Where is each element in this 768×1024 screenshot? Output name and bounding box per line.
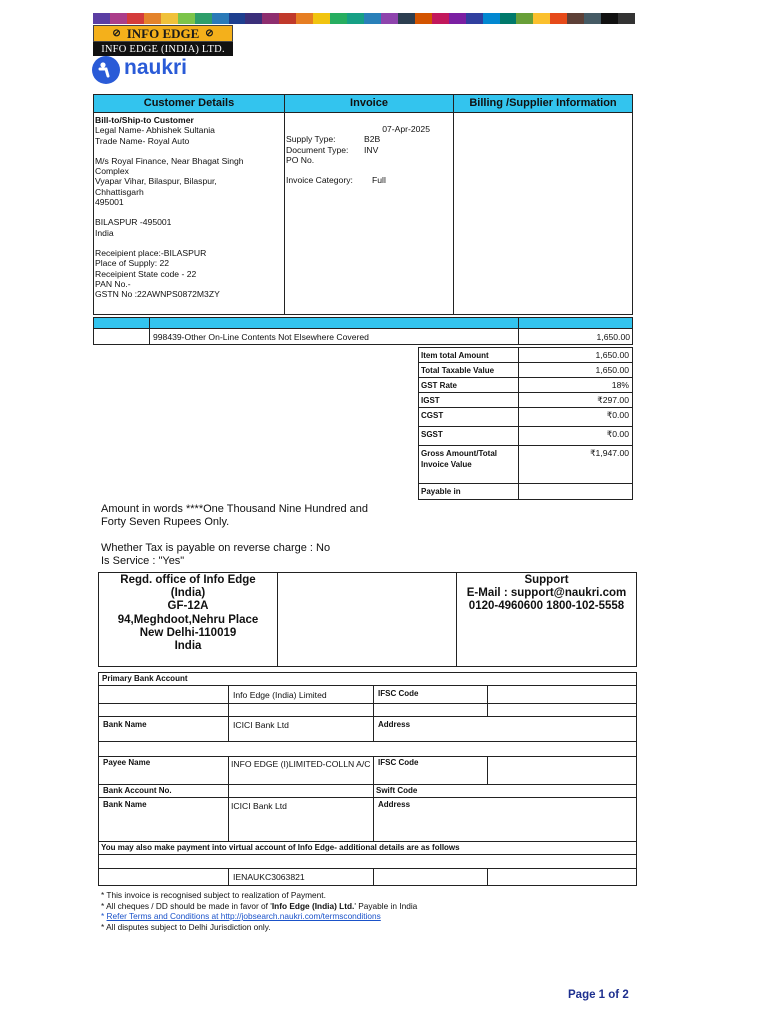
totals-label: SGST: [419, 427, 519, 445]
logo-mark-icon: ⊘: [112, 28, 121, 39]
invoice-category-row: [286, 175, 452, 185]
line-item-description: 998439-Other On-Line Contents Not Elsewhere Covered: [149, 328, 519, 345]
recipient-state-code: Receipient State code - 22: [95, 268, 197, 279]
support-email[interactable]: E-Mail : support@naukri.com: [466, 587, 627, 600]
color-swatch: [550, 13, 567, 24]
customer-details-header: Customer Details: [93, 94, 285, 113]
color-swatch: [110, 13, 127, 24]
logo-mark-icon: ⊘: [205, 28, 214, 39]
totals-label: Total Taxable Value: [419, 363, 519, 377]
color-swatch: [347, 13, 364, 24]
supply-type-row: [286, 134, 452, 144]
totals-value: 1,650.00: [595, 365, 629, 375]
blank-cell: [277, 572, 457, 667]
support-title: Support: [524, 574, 569, 586]
bank-rule: [98, 685, 637, 686]
totals-value: ₹1,947.00: [590, 448, 629, 458]
note-line: [101, 901, 621, 912]
totals-value: ₹0.00: [606, 429, 629, 439]
virtual-account-note: You may also make payment into virtual account of Info Edge- additional details are as follows: [101, 843, 460, 852]
totals-label: CGST: [419, 408, 519, 426]
support-info: [457, 574, 636, 614]
amount-words-line: Amount in words ****One Thousand Nine Hundred and: [101, 503, 369, 515]
totals-row: [418, 426, 633, 445]
account-number-label: Bank Account No.: [103, 786, 172, 795]
color-swatch: [212, 13, 229, 24]
bank-name: ICICI Bank Ltd: [231, 801, 287, 811]
totals-row: [418, 362, 633, 377]
bank-rule: [373, 868, 374, 886]
country-line: India: [95, 227, 114, 238]
totals-row: [418, 377, 633, 392]
bank-rule: [98, 716, 637, 717]
color-swatch: [313, 13, 330, 24]
payee-name: INFO EDGE (I)LIMITED-COLLN A/C: [231, 759, 371, 769]
totals-value: ₹0.00: [606, 410, 629, 420]
color-swatch: [618, 13, 635, 24]
color-swatch: [584, 13, 601, 24]
color-swatch: [398, 13, 415, 24]
color-swatch: [432, 13, 449, 24]
naukri-logo-icon: [92, 56, 120, 84]
bank-rule: [98, 868, 637, 869]
supply-type-label: Supply Type:: [286, 134, 336, 145]
totals-row: [418, 445, 633, 483]
logo-title: INFO EDGE: [126, 25, 200, 41]
bank-rule: [373, 756, 374, 841]
address-line: Complex: [95, 166, 129, 177]
office-line: (India): [170, 587, 206, 600]
color-swatch: [161, 13, 178, 24]
totals-label: Item total Amount: [419, 348, 519, 362]
amount-words-line: Forty Seven Rupees Only.: [101, 516, 230, 528]
color-swatch: [229, 13, 246, 24]
legal-name: Legal Name- Abhishek Sultania: [95, 125, 215, 136]
address-line: Chhattisgarh: [95, 186, 144, 197]
note-line: * This invoice is recognised subject to realization of Payment.: [101, 890, 326, 900]
line-item-cell: [93, 328, 150, 345]
info-edge-logo: [93, 25, 233, 42]
totals-row: [418, 407, 633, 426]
color-swatch: [330, 13, 347, 24]
color-swatch: [449, 13, 466, 24]
supply-type-value: B2B: [364, 134, 381, 145]
office-line: Regd. office of Info Edge: [120, 574, 256, 586]
totals-value: 1,650.00: [595, 350, 629, 360]
document-type-row: [286, 145, 452, 155]
bank-rule: [373, 685, 374, 741]
payee-label: Payee Name: [103, 758, 151, 767]
naukri-logo-text: naukri: [124, 56, 188, 79]
ifsc-label: IFSC Code: [378, 758, 419, 767]
virtual-account-number: IENAUKC3063821: [233, 872, 305, 882]
bank-rule: [98, 741, 637, 742]
invoice-category-label: Invoice Category:: [286, 175, 353, 186]
color-swatch: [364, 13, 381, 24]
totals-table: [418, 347, 633, 500]
office-line: New Delhi-110019: [139, 626, 237, 639]
bank-rule: [487, 868, 488, 886]
bank-rule: [228, 685, 229, 741]
invoice-details: [286, 124, 452, 185]
color-strip: [93, 13, 635, 24]
billing-header: Billing /Supplier Information: [453, 94, 633, 113]
page-number: Page 1 of 2: [568, 989, 629, 1001]
account-name: Info Edge (India) Limited: [233, 690, 327, 700]
address-line: Vyapar Vihar, Bilaspur, Bilaspur,: [95, 176, 217, 187]
reverse-charge: Whether Tax is payable on reverse charge : No: [101, 542, 331, 554]
bank-rule: [98, 841, 637, 842]
totals-label: IGST: [419, 393, 519, 407]
color-swatch: [262, 13, 279, 24]
note-line: [101, 911, 621, 922]
pan-number: PAN No.-: [95, 278, 131, 289]
bank-rule: [228, 756, 229, 841]
color-swatch: [500, 13, 517, 24]
info-edge-subtitle: INFO EDGE (INDIA) LTD.: [93, 42, 233, 56]
bank-name-label: Bank Name: [103, 720, 147, 729]
notes: [101, 890, 621, 932]
color-swatch: [381, 13, 398, 24]
bank-rule: [98, 756, 637, 757]
bank-rule: [98, 703, 637, 704]
document-type-label: Document Type:: [286, 144, 349, 155]
document-type-value: INV: [364, 144, 379, 155]
address-line: M/s Royal Finance, Near Bhagat Singh: [95, 155, 244, 166]
color-swatch: [93, 13, 110, 24]
address-label: Address: [378, 800, 411, 809]
color-swatch: [533, 13, 550, 24]
color-swatch: [296, 13, 313, 24]
totals-row: [418, 392, 633, 407]
customer-details: [95, 115, 283, 299]
place-of-supply: Place of Supply: 22: [95, 258, 170, 269]
po-number: PO No.: [286, 154, 315, 165]
bank-name: ICICI Bank Ltd: [233, 720, 289, 730]
invoice-header: Invoice: [284, 94, 454, 113]
color-swatch: [516, 13, 533, 24]
totals-value: ₹297.00: [597, 395, 629, 405]
note-emphasis: Info Edge (India) Ltd.: [271, 900, 355, 911]
primary-bank-label: Primary Bank Account: [102, 674, 188, 683]
gstn-number: GSTN No :22AWNPS0872M3ZY: [95, 289, 220, 300]
line-item-amount: 1,650.00: [518, 328, 633, 345]
totals-label: GST Rate: [419, 378, 519, 392]
color-swatch: [178, 13, 195, 24]
color-swatch: [415, 13, 432, 24]
bank-name-label: Bank Name: [103, 800, 147, 809]
bank-rule: [98, 797, 637, 798]
recipient-place: Receipient place:-BILASPUR: [95, 247, 207, 258]
note-text: * All cheques / DD should be made in favor of ': [101, 900, 272, 911]
bank-rule: [228, 868, 229, 886]
ifsc-label: IFSC Code: [378, 689, 419, 698]
color-swatch: [245, 13, 262, 24]
is-service: Is Service : "Yes": [101, 555, 185, 567]
city-line: BILASPUR -495001: [95, 217, 172, 228]
color-swatch: [195, 13, 212, 24]
color-swatch: [466, 13, 483, 24]
note-text: ' Payable in India: [354, 900, 418, 911]
trade-name: Trade Name- Royal Auto: [95, 135, 190, 146]
registered-office: [99, 574, 277, 653]
bill-to-label: Bill-to/Ship-to Customer: [95, 115, 194, 125]
address-label: Address: [378, 720, 411, 729]
totals-value: 18%: [611, 380, 629, 390]
support-phones: 0120-4960600 1800-102-5558: [468, 600, 625, 613]
bank-rule: [98, 784, 637, 785]
address-line: 495001: [95, 197, 124, 208]
note-text: *: [101, 911, 107, 922]
color-swatch: [567, 13, 584, 24]
billing-cell: [453, 112, 633, 315]
terms-link[interactable]: Refer Terms and Conditions at http://jobsearch.naukri.com/termsconditions: [106, 911, 381, 922]
totals-value: [519, 484, 632, 499]
totals-label: Payable in: [419, 484, 519, 499]
office-line: India: [174, 640, 202, 653]
invoice-date: 07-Apr-2025: [382, 124, 430, 134]
bank-rule: [487, 685, 488, 716]
totals-row: [418, 483, 633, 500]
bank-rule: [98, 854, 637, 855]
bank-rule: [487, 756, 488, 784]
swift-code-label: Swift Code: [376, 786, 418, 795]
invoice-category-value: Full: [372, 175, 386, 186]
office-line: 94,Meghdoot,Nehru Place: [117, 613, 259, 626]
totals-label: Gross Amount/Total Invoice Value: [419, 446, 519, 483]
office-line: GF-12A: [167, 600, 209, 613]
color-swatch: [144, 13, 161, 24]
totals-row: [418, 347, 633, 362]
color-swatch: [279, 13, 296, 24]
amount-in-words: [101, 503, 461, 568]
note-line: * All disputes subject to Delhi Jurisdiction only.: [101, 921, 271, 932]
color-swatch: [601, 13, 618, 24]
color-swatch: [483, 13, 500, 24]
color-swatch: [127, 13, 144, 24]
